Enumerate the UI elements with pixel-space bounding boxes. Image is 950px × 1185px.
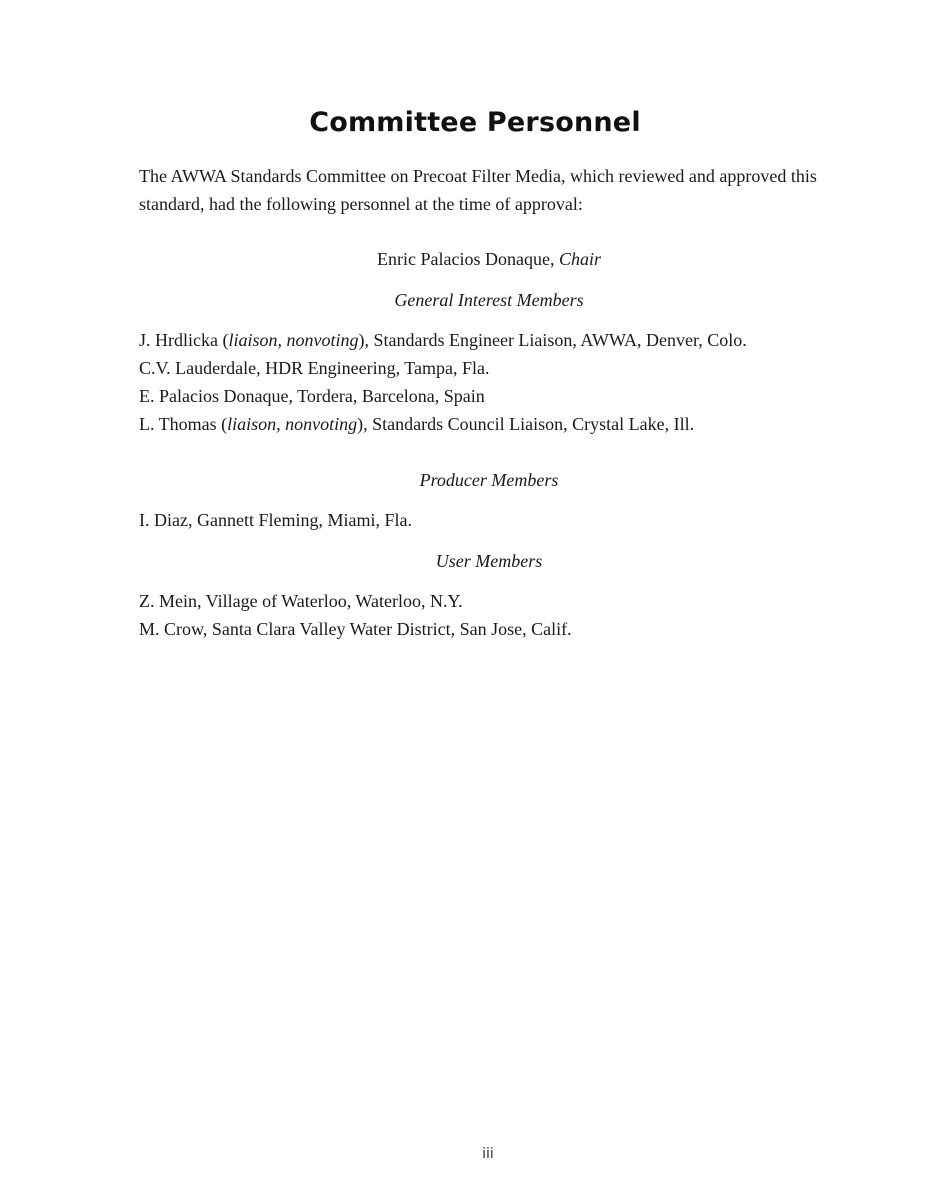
member-name: J. Hrdlicka ( xyxy=(139,330,229,350)
chair-name: Enric Palacios Donaque, xyxy=(377,249,555,269)
page-number: iii xyxy=(482,1146,494,1162)
committee-chair xyxy=(0,247,950,271)
list-item: M. Crow, Santa Clara Valley Water District, San Jose, Calif. xyxy=(139,619,572,639)
general-interest-heading: General Interest Members xyxy=(394,290,584,310)
list-item: C.V. Lauderdale, HDR Engineering, Tampa, Fla. xyxy=(139,358,490,378)
member-note: liaison, nonvoting xyxy=(227,414,358,434)
producer-members-list xyxy=(139,506,839,534)
list-item: Z. Mein, Village of Waterloo, Waterloo, N.Y. xyxy=(139,591,463,611)
member-name: L. Thomas ( xyxy=(139,414,228,434)
user-members-list xyxy=(139,587,839,643)
intro-paragraph: The AWWA Standards Committee on Precoat Filter Media, which reviewed and approved this standard, had the following personnel at the time of approval: xyxy=(139,166,817,214)
user-members-heading: User Members xyxy=(435,551,543,571)
list-item: I. Diaz, Gannett Fleming, Miami, Fla. xyxy=(139,510,412,530)
list-item: E. Palacios Donaque, Tordera, Barcelona, Spain xyxy=(139,386,485,406)
producer-members-heading: Producer Members xyxy=(419,470,559,490)
page-title: Committee Personnel xyxy=(309,107,641,138)
member-affiliation: ), Standards Engineer Liaison, AWWA, Denver, Colo. xyxy=(358,330,747,350)
list-item xyxy=(139,326,839,354)
chair-role: Chair xyxy=(558,249,601,269)
member-note: liaison, nonvoting xyxy=(228,330,359,350)
member-affiliation: ), Standards Council Liaison, Crystal Lake, Ill. xyxy=(357,414,695,434)
general-interest-list xyxy=(139,326,839,438)
list-item xyxy=(139,410,839,438)
